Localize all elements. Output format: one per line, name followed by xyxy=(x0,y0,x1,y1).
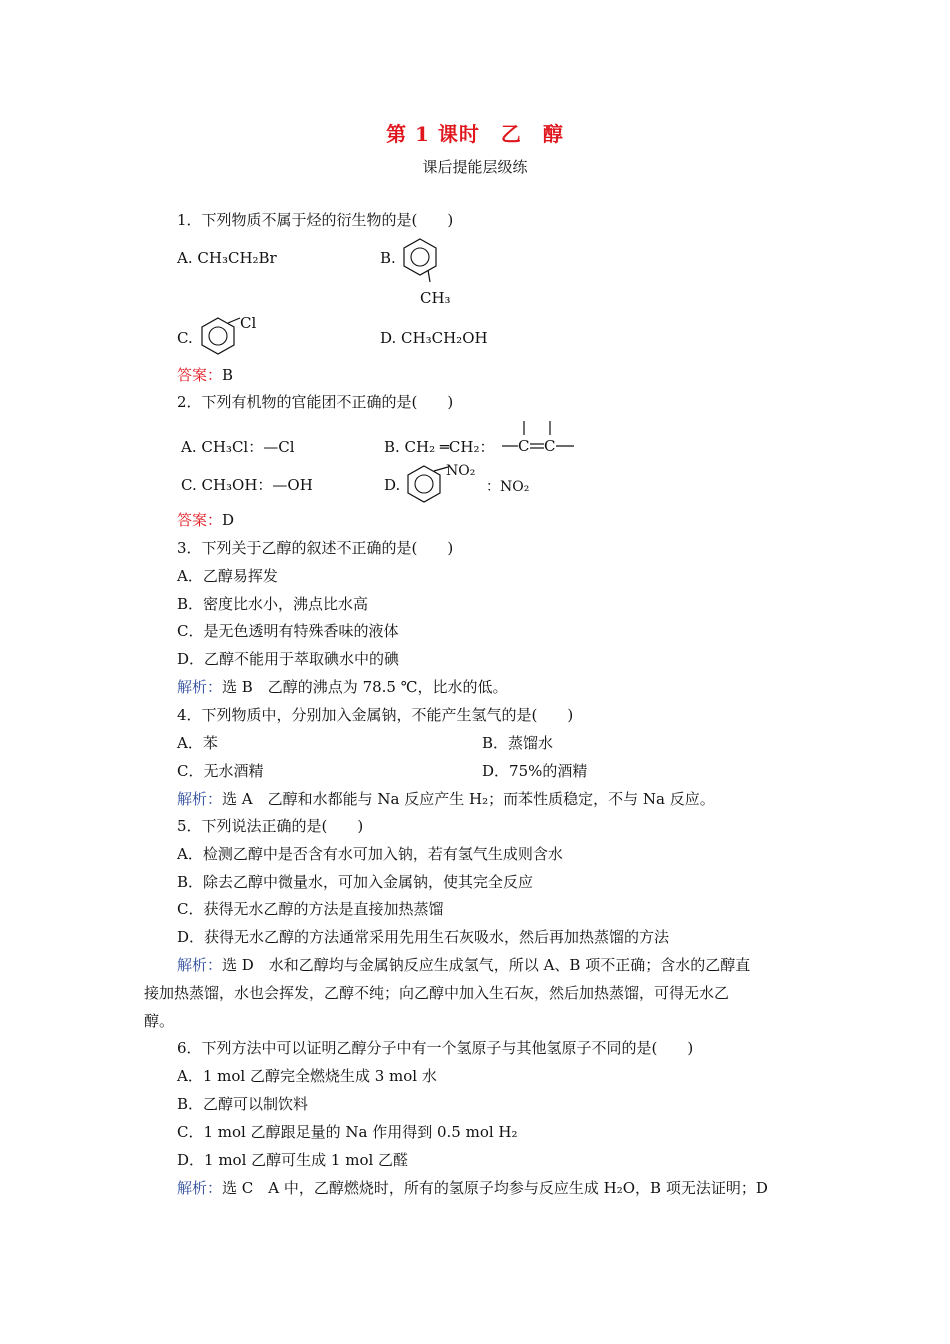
benzene-ring-icon xyxy=(398,236,442,284)
q3-option-b: B．密度比水小，沸点比水高 xyxy=(177,595,369,613)
q6-option-a: A．1 mol 乙醇完全燃烧生成 3 mol 水 xyxy=(177,1067,437,1085)
analysis-label: 解析： xyxy=(177,678,223,696)
analysis-text: 选 C A 中，乙醇燃烧时，所有的氢原子均参与反应生成 H₂O，B 项无法证明；D xyxy=(222,1179,768,1197)
q2-option-c: C. CH₃OH：—OH xyxy=(181,476,313,494)
q4-option-c: C．无水酒精 xyxy=(177,762,264,780)
page-title: 第 1 课时 乙 醇 xyxy=(386,122,564,146)
answer-value: B xyxy=(222,366,234,384)
question-5-stem: 5．下列说法正确的是( ) xyxy=(177,817,364,835)
q1-option-a-label: A. xyxy=(177,249,193,267)
q5-option-c: C．获得无水乙醇的方法是直接加热蒸馏 xyxy=(177,900,444,918)
q1-option-d-label: D. xyxy=(380,329,397,347)
question-6-stem: 6．下列方法中可以证明乙醇分子中有一个氢原子与其他氢原子不同的是( ) xyxy=(177,1039,694,1057)
q1-option-c-label: C. xyxy=(177,329,193,347)
q5-option-d: D．获得无水乙醇的方法通常采用先用生石灰吸水，然后再加热蒸馏的方法 xyxy=(177,928,670,946)
analysis-text: 选 B 乙醇的沸点为 78.5 ℃，比水的低。 xyxy=(222,678,508,696)
q2-option-d-label: D. xyxy=(384,476,401,494)
question-2-stem: 2．下列有机物的官能团不正确的是( ) xyxy=(177,393,454,411)
svg-text:C: C xyxy=(544,437,556,455)
q3-option-d: D．乙醇不能用于萃取碘水中的碘 xyxy=(177,650,400,668)
svg-text:C: C xyxy=(518,437,530,455)
q5-analysis-line-3: 醇。 xyxy=(144,1012,175,1030)
q2-option-a: A. CH₃Cl：—Cl xyxy=(181,438,295,456)
q1-option-a-formula: CH₃CH₂Br xyxy=(197,249,277,267)
q6-option-d: D．1 mol 乙醇可生成 1 mol 乙醛 xyxy=(177,1151,409,1169)
q3-option-c: C．是无色透明有特殊香味的液体 xyxy=(177,622,399,640)
question-4-stem: 4．下列物质中，分别加入金属钠，不能产生氢气的是( ) xyxy=(177,706,574,724)
question-3-stem: 3．下列关于乙醇的叙述不正确的是( ) xyxy=(177,539,454,557)
q2-option-d-group: ：NO₂ xyxy=(486,479,530,495)
answer-label: 答案： xyxy=(177,366,223,384)
q3-analysis xyxy=(177,677,508,697)
benzene-ring-icon xyxy=(402,462,452,506)
q2-option-b: B. CH₂ ═CH₂： xyxy=(384,438,495,456)
page-subtitle: 课后提能层级练 xyxy=(422,158,528,176)
alkene-group-icon xyxy=(500,418,580,458)
q1-option-b-substituent: CH₃ xyxy=(420,289,451,307)
q6-option-c: C．1 mol 乙醇跟足量的 Na 作用得到 0.5 mol H₂ xyxy=(177,1123,518,1141)
q1-option-b-label: B. xyxy=(380,249,396,267)
analysis-label: 解析： xyxy=(177,1179,223,1197)
question-1-stem: 1．下列物质不属于烃的衍生物的是( ) xyxy=(177,211,454,229)
analysis-label: 解析： xyxy=(177,790,223,808)
q4-option-b: B．蒸馏水 xyxy=(482,734,554,752)
answer-label: 答案： xyxy=(177,511,223,529)
analysis-text: 选 D 水和乙醇均与金属钠反应生成氢气，所以 A、B 项不正确；含水的乙醇直 xyxy=(222,956,751,974)
benzene-ring-icon xyxy=(196,314,246,358)
q1-answer xyxy=(177,365,233,385)
analysis-label: 解析： xyxy=(177,956,223,974)
q2-option-d-substituent: NO₂ xyxy=(446,463,476,479)
q5-option-b: B．除去乙醇中微量水，可加入金属钠，使其完全反应 xyxy=(177,873,534,891)
q1-option-d-formula: CH₃CH₂OH xyxy=(401,329,488,347)
q1-option-c-substituent: Cl xyxy=(240,314,257,332)
q5-analysis-line-1 xyxy=(177,955,750,975)
analysis-text: 选 A 乙醇和水都能与 Na 反应产生 H₂；而苯性质稳定，不与 Na 反应。 xyxy=(222,790,715,808)
answer-value: D xyxy=(222,511,235,529)
q5-option-a: A．检测乙醇中是否含有水可加入钠，若有氢气生成则含水 xyxy=(177,845,563,863)
q2-answer xyxy=(177,510,234,530)
q4-option-d: D．75%的酒精 xyxy=(482,762,588,780)
q6-analysis xyxy=(177,1178,768,1198)
q3-option-a: A．乙醇易挥发 xyxy=(177,567,278,585)
q4-option-a: A．苯 xyxy=(177,734,218,752)
q5-analysis-line-2: 接加热蒸馏，水也会挥发，乙醇不纯；向乙醇中加入生石灰，然后加热蒸馏，可得无水乙 xyxy=(144,984,730,1002)
q1-option-a xyxy=(177,248,277,268)
q1-option-d xyxy=(380,328,488,348)
q4-analysis xyxy=(177,789,715,809)
q6-option-b: B．乙醇可以制饮料 xyxy=(177,1095,309,1113)
